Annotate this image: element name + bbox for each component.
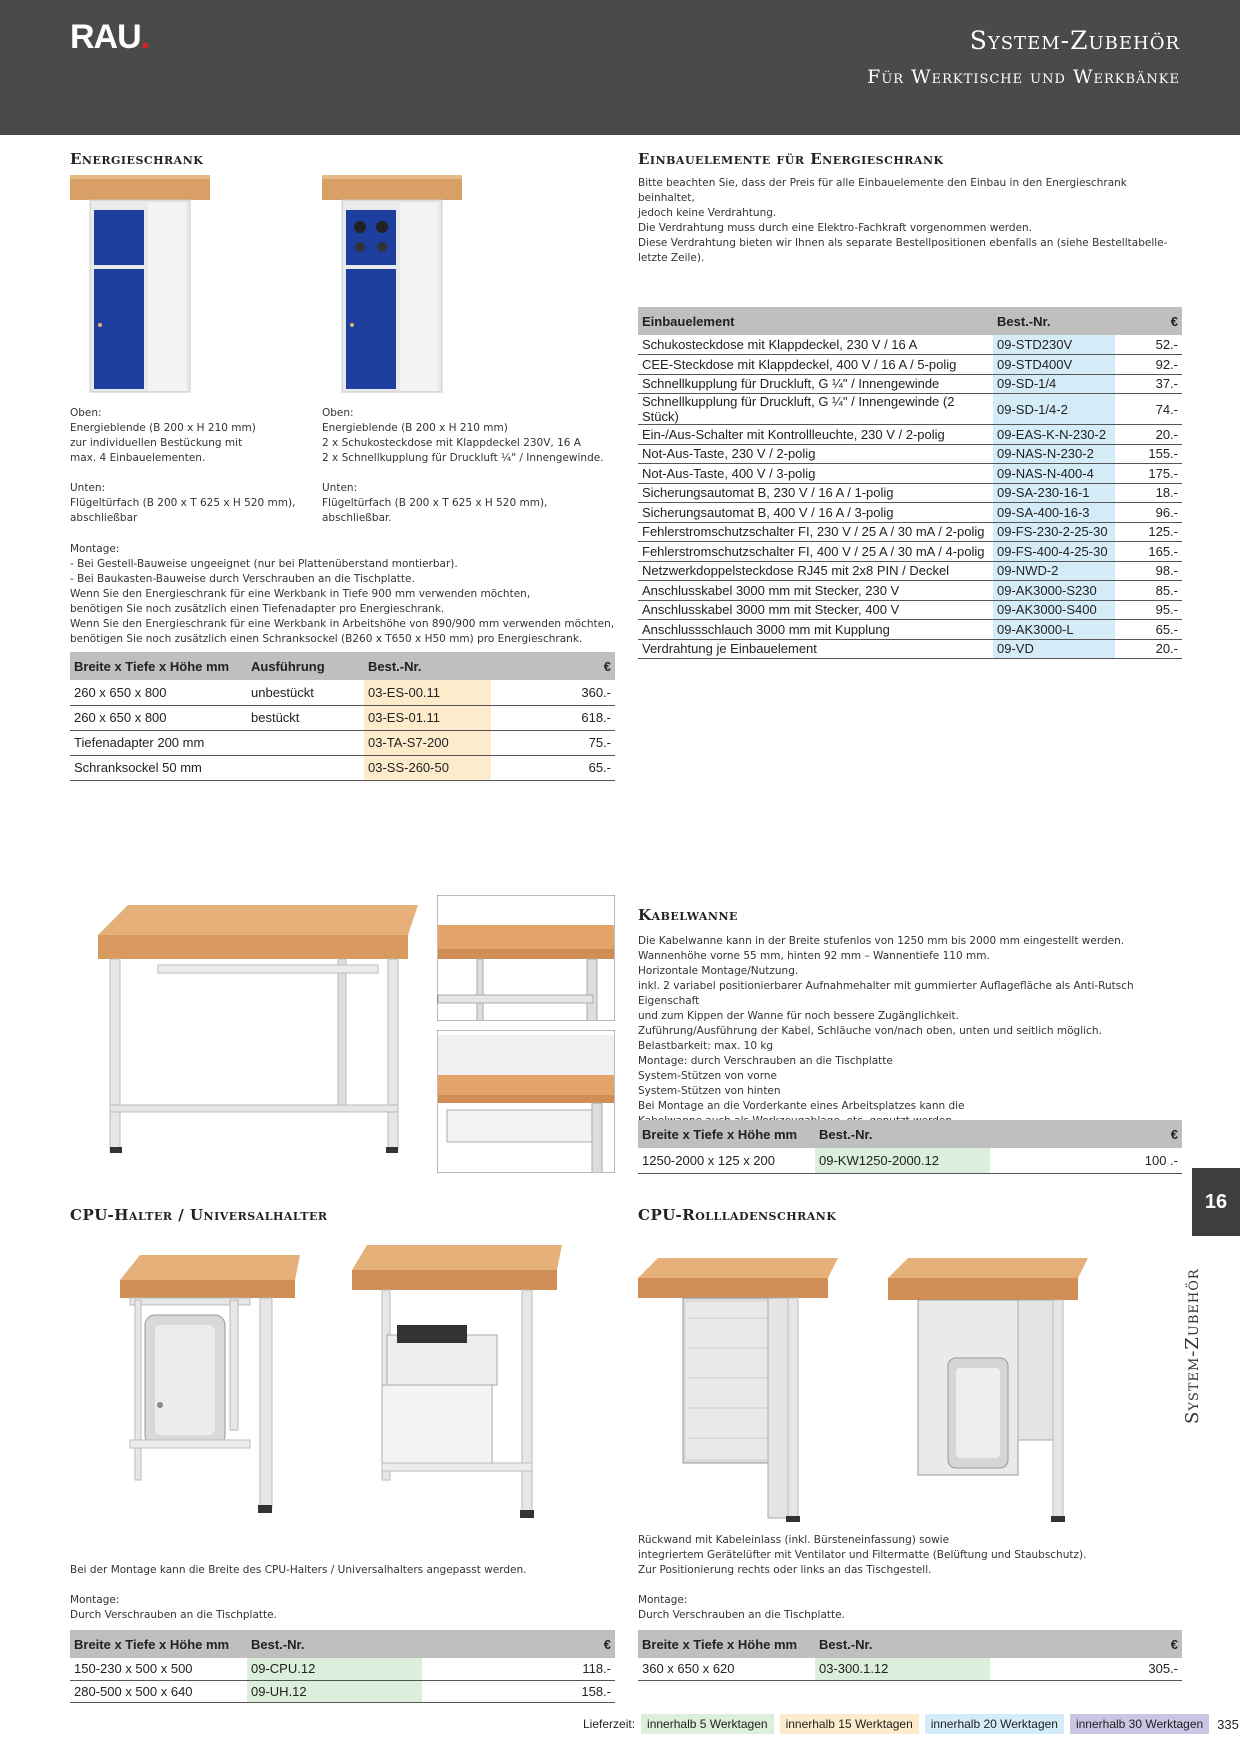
table-row: Not-Aus-Taste, 400 V / 3-polig 09-NAS-N-400-4 175.-	[638, 464, 1182, 484]
delivery-chip-5: innerhalb 5 Werktagen	[641, 1714, 774, 1734]
table-row: 150-230 x 500 x 500 09-CPU.12 118.-	[70, 1658, 615, 1680]
table-row: Anschlusskabel 3000 mm mit Stecker, 230 V 09-AK3000-S230 85.-	[638, 581, 1182, 601]
delivery-chip-15: innerhalb 15 Werktagen	[780, 1714, 919, 1734]
chapter-tab: 16	[1192, 1168, 1240, 1236]
cpu-roll-text: Rückwand mit Kabeleinlass (inkl. Bürsteneinfassung) sowie integriertem Gerätelüfter mit Ventilator und Filtermatte (Belüftung und Staubschutz). Zur Positionierung rechts oder links an das Tischgestell. Montage: Durch Verschrauben an die Tischplatte.	[638, 1534, 1087, 1621]
table-row: Sicherungsautomat B, 400 V / 16 A / 3-polig 09-SA-400-16-3 96.-	[638, 503, 1182, 523]
table-row: Ein-/Aus-Schalter mit Kontrollleuchte, 230 V / 2-polig 09-EAS-K-N-230-2 20.-	[638, 425, 1182, 445]
table-row: Fehlerstromschutzschalter FI, 230 V / 25 A / 30 mA / 2-polig 09-FS-230-2-25-30 125.-	[638, 522, 1182, 542]
col-header-size: Breite x Tiefe x Höhe mm	[638, 1120, 815, 1148]
table-row: Anschlusskabel 3000 mm mit Stecker, 400 V 09-AK3000-S400 95.-	[638, 600, 1182, 620]
einbau-text: Bitte beachten Sie, dass der Preis für alle Einbauelemente den Einbau in den Energieschrank beinhaltet, jedoch keine Verdrahtung. Die Verdrahtung muss durch eine Elektro-Fachkraft vorgenommen werden. Diese Verdrahtung bieten wir Ihnen als separate Bestellpositionen ebenfalls an (siehe Bestelltabelle- letzte Zeile).	[638, 177, 1168, 264]
cpu-halter-text: Bei der Montage kann die Breite des CPU-Halters / Universalhalters angepasst werden. Montage: Durch Verschrauben an die Tischplatte.	[70, 1564, 527, 1621]
cpu-halter-table	[70, 1630, 615, 1703]
col-header-bestnr: Best.-Nr.	[993, 307, 1115, 335]
page-number: 335	[1217, 1716, 1239, 1732]
roller-cabinet-image-closed	[638, 1258, 838, 1523]
kabelwanne-text: Die Kabelwanne kann in der Breite stufenlos von 1250 mm bis 2000 mm eingestellt werden. Wannenhöhe vorne 55 mm, hinten 92 mm – Wannentiefe 110 mm. Horizontale Montage/Nutzung. inkl. 2 variabel positionierbarer Aufnahmehalter mit gummierter Auflagefläche als Anti-Rutsch Eigenschaft und zum Kippen der Wanne für noch bessere Zugänglichkeit. Zuführung/Ausführung der Kabel, Schläuche von/nach oben, unten und seitlich möglich. Belastbarkeit: max. 10 kg Montage: durch Verschrauben an die Tischplatte System-Stützen von vorne System-Stützen von hinten Bei Montage an die Vorderkante eines Arbeitsplatzes kann die	[638, 935, 1134, 1112]
table-row: 360 x 650 x 620 03-300.1.12 305.-	[638, 1658, 1182, 1680]
section-title-cpu-roll: CPU-Rollladenschrank	[638, 1206, 837, 1224]
col-header-bestnr: Best.-Nr.	[815, 1630, 990, 1658]
energieschrank-left-text: Oben: Energieblende (B 200 x H 210 mm) zur individuellen Bestückung mit max. 4 Einbauelementen. Unten: Flügeltürfach (B 200 x T 625 x H 520 mm), abschließbar	[70, 407, 296, 524]
table-row: Verdrahtung je Einbauelement 09-VD 20.-	[638, 639, 1182, 659]
table-row: Schnellkupplung für Druckluft, G ¼" / Innengewinde 09-SD-1/4 37.-	[638, 374, 1182, 394]
energieschrank-right-text: Oben: Energieblende (B 200 x H 210 mm) 2 x Schukosteckdose mit Klappdeckel 230V, 16 A 2 x Schnellkupplung für Druckluft ¼" / Innengewinde. Unten: Flügeltürfach (B 200 x T 625 x H 520 mm), abschließbar.	[322, 407, 604, 524]
col-header-price: €	[990, 1630, 1182, 1658]
col-header-ausfuehrung: Ausführung	[247, 652, 364, 680]
table-row: 280-500 x 500 x 640 09-UH.12 158.-	[70, 1680, 615, 1702]
table-row: Sicherungsautomat B, 230 V / 16 A / 1-polig 09-SA-230-16-1 18.-	[638, 483, 1182, 503]
table-row: 260 x 650 x 800 bestückt 03-ES-01.11 618.-	[70, 705, 615, 730]
chapter-side-label: System-Zubehör	[1182, 1268, 1203, 1424]
col-header-price: €	[491, 652, 615, 680]
table-row: Netzwerkdoppelsteckdose RJ45 mit 2x8 PIN / Deckel 09-NWD-2 98.-	[638, 561, 1182, 581]
roller-cabinet-image-open	[888, 1258, 1088, 1523]
delivery-label: Lieferzeit:	[583, 1717, 636, 1731]
col-header-bestnr: Best.-Nr.	[364, 652, 491, 680]
table-row: Schukosteckdose mit Klappdeckel, 230 V / 16 A 09-STD230V 52.-	[638, 335, 1182, 355]
cpu-roll-table	[638, 1630, 1182, 1681]
col-header-size: Breite x Tiefe x Höhe mm	[70, 1630, 247, 1658]
einbau-table	[638, 307, 1182, 659]
universal-holder-image	[352, 1245, 562, 1520]
kabelwanne-detail-image-1	[437, 895, 615, 1021]
energieschrank-montage-text: Montage: - Bei Gestell-Bauweise ungeeignet (nur bei Plattenüberstand montierbar). - Bei Baukasten-Bauweise durch Verschrauben an die Tischplatte. Wenn Sie den Energieschrank für eine Werkbank in Tiefe 900 mm verwenden möchten, benötigen Sie noch zusätzlich einen Tiefenadapter pro Energieschrank. Wenn Sie den Energieschrank für eine Werkbank in Arbeitshöhe von 890/900 mm verwenden möchten, benötigen Sie noch zusätzlich einen Schranksockel (B260 x T650 x H50 mm) pro Energieschrank.	[70, 543, 615, 645]
kabelwanne-detail-image-2	[437, 1030, 615, 1173]
energieschrank-table	[70, 652, 615, 781]
section-title-cpu-halter: CPU-Halter / Universalhalter	[70, 1206, 328, 1224]
energy-cabinet-image-1	[70, 175, 210, 395]
delivery-chip-20: innerhalb 20 Werktagen	[925, 1714, 1064, 1734]
page-title: System-Zubehör	[969, 26, 1180, 55]
table-row: CEE-Steckdose mit Klappdeckel, 400 V / 16 A / 5-polig 09-STD400V 92.-	[638, 355, 1182, 375]
workbench-kabelwanne-image	[88, 905, 418, 1160]
kabelwanne-table	[638, 1120, 1182, 1174]
table-row: Schnellkupplung für Druckluft, G ¼" / Innengewinde (2 Stück) 09-SD-1/4-2 74.-	[638, 394, 1182, 425]
table-row: Not-Aus-Taste, 230 V / 2-polig 09-NAS-N-230-2 155.-	[638, 444, 1182, 464]
delivery-chip-30: innerhalb 30 Werktagen	[1070, 1714, 1209, 1734]
table-row: Anschlussschlauch 3000 mm mit Kupplung 09-AK3000-L 65.-	[638, 620, 1182, 640]
col-header-price: €	[1115, 307, 1182, 335]
table-row: 1250-2000 x 125 x 200 09-KW1250-2000.12 100 .-	[638, 1148, 1182, 1173]
col-header-einbauelement: Einbauelement	[638, 307, 993, 335]
section-title-einbauelemente: Einbauelemente für Energieschrank	[638, 150, 944, 168]
delivery-legend	[583, 1712, 1239, 1736]
table-row: 260 x 650 x 800 unbestückt 03-ES-00.11 360.-	[70, 680, 615, 705]
energy-cabinet-image-2	[322, 175, 462, 395]
col-header-bestnr: Best.-Nr.	[815, 1120, 990, 1148]
table-row: Schranksockel 50 mm 03-SS-260-50 65.-	[70, 755, 615, 780]
cpu-holder-image	[120, 1255, 300, 1520]
table-row: Tiefenadapter 200 mm 03-TA-S7-200 75.-	[70, 730, 615, 755]
section-title-energieschrank: Energieschrank	[70, 150, 204, 168]
brand-logo: RAU.	[70, 18, 150, 56]
col-header-size: Breite x Tiefe x Höhe mm	[70, 652, 247, 680]
col-header-size: Breite x Tiefe x Höhe mm	[638, 1630, 815, 1658]
section-title-kabelwanne: Kabelwanne	[638, 906, 738, 924]
page-subtitle: Für Werktische und Werkbänke	[867, 66, 1180, 88]
table-row: Fehlerstromschutzschalter FI, 400 V / 25 A / 30 mA / 4-polig 09-FS-400-4-25-30 165.-	[638, 542, 1182, 562]
col-header-price: €	[422, 1630, 615, 1658]
col-header-bestnr: Best.-Nr.	[247, 1630, 422, 1658]
col-header-price: €	[990, 1120, 1182, 1148]
